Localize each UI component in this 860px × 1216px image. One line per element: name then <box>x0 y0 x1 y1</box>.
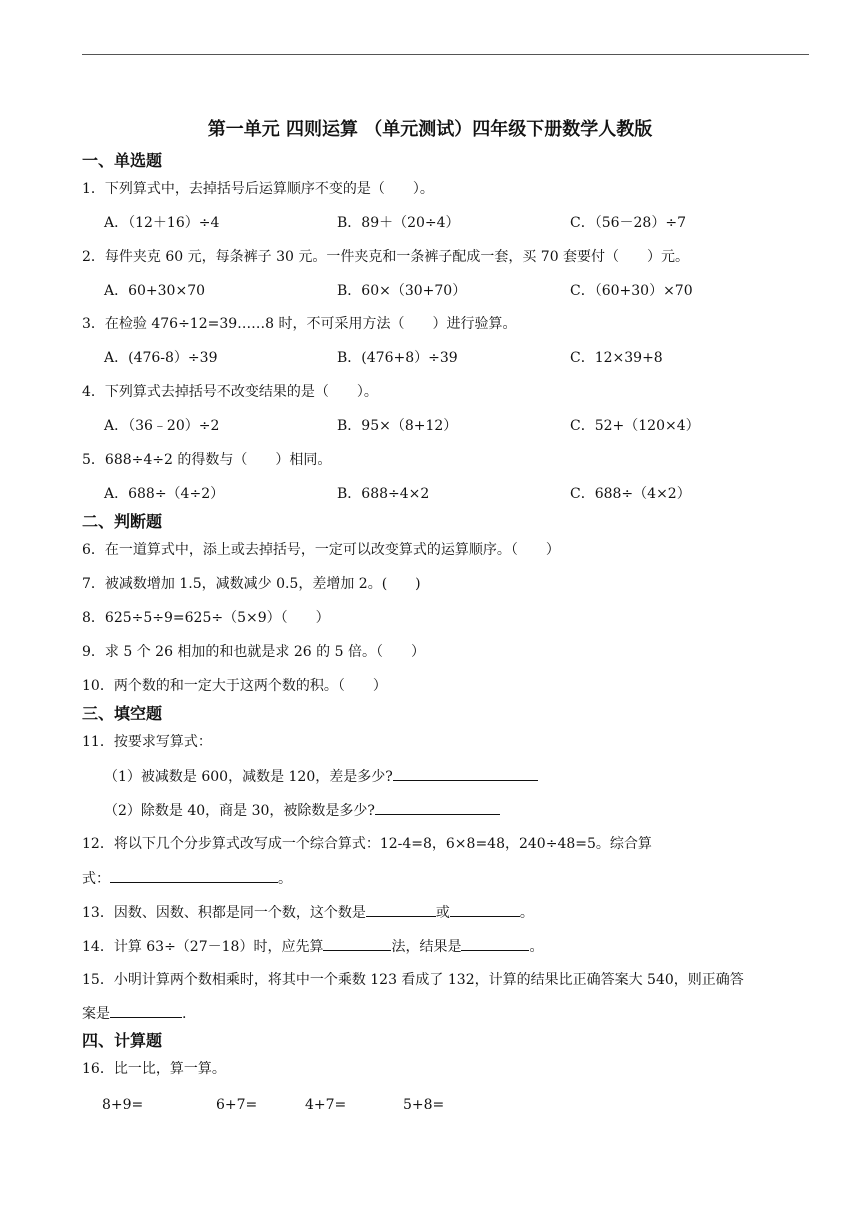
question-4-option-a: A．（36﹣20）÷2 <box>104 418 220 434</box>
question-14-mid: 法，结果是 <box>391 939 462 955</box>
question-15-line-1: 15．小明计算两个数相乘时，将其中一个乘数 123 看成了 132，计算的结果比正确答案大 540，则正确答 <box>82 972 744 988</box>
question-11-stem: 11．按要求写算式： <box>82 734 212 750</box>
question-12-label: 式： <box>82 871 110 887</box>
question-5-option-c: C．688÷（4×2） <box>570 486 691 502</box>
question-8: 8．625÷5÷9=625÷（5×9）（ ） <box>82 610 330 626</box>
expression-1: 8+9= <box>102 1097 144 1113</box>
question-11-part-1-text: （1）被减数是 600，减数是 120，差是多少? <box>104 769 393 785</box>
question-3-option-b: B．(476+8）÷39 <box>337 350 458 366</box>
question-11-part-2-text: （2）除数是 40，商是 30，被除数是多少? <box>104 803 375 819</box>
question-15-label: 案是 <box>82 1006 110 1022</box>
expression-4: 5+8= <box>403 1097 445 1113</box>
question-11-part-2 <box>104 800 500 821</box>
answer-blank-13-1[interactable] <box>366 902 436 917</box>
question-9: 9．求 5 个 26 相加的和也就是求 26 的 5 倍。（ ） <box>82 644 425 660</box>
expression-2: 6+7= <box>216 1097 258 1113</box>
question-6: 6．在一道算式中，添上或去掉括号，一定可以改变算式的运算顺序。（ ） <box>82 542 560 558</box>
question-2-option-a: A．60+30×70 <box>104 283 206 299</box>
question-2-stem: 2．每件夹克 60 元，每条裤子 30 元。一件夹克和一条裤子配成一套，买 70 套要付（ ）元。 <box>82 249 690 265</box>
question-15-period: . <box>182 1006 187 1022</box>
question-4-option-c: C．52+（120×4） <box>570 418 700 434</box>
question-16-stem: 16．比一比，算一算。 <box>82 1061 226 1077</box>
answer-blank-11-2[interactable] <box>375 800 500 815</box>
question-14-period: 。 <box>529 939 544 955</box>
question-1-stem: 1．下列算式中，去掉括号后运算顺序不变的是（ ）。 <box>82 181 434 197</box>
question-14 <box>82 936 543 957</box>
answer-blank-14-1[interactable] <box>323 936 391 951</box>
question-1-option-c: C．（56－28）÷7 <box>570 215 686 231</box>
question-5-option-b: B．688÷4×2 <box>337 486 430 502</box>
section-heading-single-choice: 一、单选题 <box>82 151 163 170</box>
question-5-stem: 5．688÷4÷2 的得数与（ ）相同。 <box>82 452 332 468</box>
question-3-stem: 3．在检验 476÷12=39……8 时，不可采用方法（ ）进行验算。 <box>82 316 517 332</box>
answer-blank-14-2[interactable] <box>461 936 529 951</box>
answer-blank-13-2[interactable] <box>450 902 520 917</box>
page-title: 第一单元 四则运算 （单元测试）四年级下册数学人教版 <box>207 119 653 140</box>
answer-blank-15[interactable] <box>110 1003 182 1018</box>
question-2-option-c: C．（60+30）×70 <box>570 283 693 299</box>
question-13-period: 。 <box>519 905 534 921</box>
question-4-stem: 4．下列算式去掉括号不改变结果的是（ ）。 <box>82 384 378 400</box>
question-15-line-2 <box>82 1003 186 1024</box>
question-11-part-1 <box>104 766 538 787</box>
question-12-line-1: 12．将以下几个分步算式改写成一个综合算式：12-4=8，6×8=48，240÷48=5。综合算 <box>82 836 652 852</box>
section-heading-true-false: 二、判断题 <box>82 512 163 531</box>
question-3-option-a: A．(476-8）÷39 <box>104 350 218 366</box>
question-2-option-b: B．60×（30+70） <box>337 283 467 299</box>
question-13-text: 13．因数、因数、积都是同一个数，这个数是 <box>82 905 366 921</box>
question-1-option-a: A．（12＋16）÷4 <box>104 215 220 231</box>
question-7: 7．被减数增加 1.5，减数减少 0.5，差增加 2。( ) <box>82 576 421 592</box>
question-10: 10．两个数的和一定大于这两个数的积。（ ） <box>82 678 387 694</box>
answer-blank-11-1[interactable] <box>393 766 538 781</box>
question-1-option-b: B．89＋（20÷4） <box>337 215 460 231</box>
question-13-or: 或 <box>435 905 450 921</box>
expression-3: 4+7= <box>305 1097 347 1113</box>
question-4-option-b: B．95×（8+12） <box>337 418 458 434</box>
section-heading-calculation: 四、计算题 <box>82 1031 163 1050</box>
question-13 <box>82 902 534 923</box>
question-3-option-c: C．12×39+8 <box>570 350 663 366</box>
question-12-period: 。 <box>278 871 292 887</box>
header-rule <box>82 54 809 55</box>
question-14-text: 14．计算 63÷（27－18）时，应先算 <box>82 939 324 955</box>
question-12-line-2 <box>82 868 292 889</box>
section-heading-fill-blank: 三、填空题 <box>82 704 163 723</box>
question-5-option-a: A．688÷（4÷2） <box>104 486 225 502</box>
answer-blank-12[interactable] <box>110 868 278 883</box>
